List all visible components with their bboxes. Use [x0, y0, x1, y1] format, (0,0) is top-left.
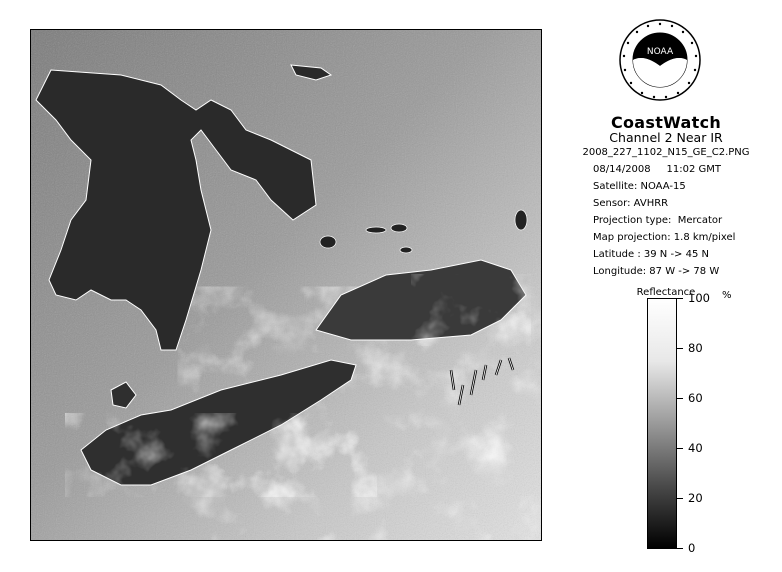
- tick-label-60: 60: [688, 391, 703, 405]
- latitude-label: Latitude : 39 N -> 45 N: [593, 249, 709, 260]
- sensor-label: Sensor: AVHRR: [593, 198, 669, 209]
- satellite-map: [30, 29, 542, 541]
- tick-label-20: 20: [688, 491, 703, 505]
- legend-title: Reflectance: [636, 287, 696, 298]
- tick-label-100: 100: [688, 291, 710, 305]
- longitude-label: Longitude: 87 W -> 78 W: [593, 266, 720, 277]
- brand-title: CoastWatch: [610, 113, 722, 132]
- map-projection-label: Map projection: 1.8 km/pixel: [593, 232, 736, 243]
- tick-mark: [677, 448, 683, 449]
- projection-type-label: Projection type: Mercator: [593, 215, 723, 226]
- noaa-logo: [618, 16, 702, 108]
- tick-mark: [677, 398, 683, 399]
- tick-label-40: 40: [688, 441, 703, 455]
- filename-label: 2008_227_1102_N15_GE_C2.PNG: [582, 147, 750, 158]
- datetime-label: 08/14/2008 11:02 GMT: [593, 164, 722, 175]
- reflectance-colorbar: [647, 298, 677, 549]
- satellite-label: Satellite: NOAA-15: [593, 181, 686, 192]
- tick-mark: [677, 548, 683, 549]
- tick-mark: [677, 348, 683, 349]
- tick-mark: [677, 298, 683, 299]
- tick-label-80: 80: [688, 341, 703, 355]
- tick-label-0: 0: [688, 541, 696, 555]
- tick-mark: [677, 498, 683, 499]
- svg-text:NOAA: NOAA: [646, 47, 674, 57]
- channel-label: Channel 2 Near IR: [609, 130, 723, 145]
- legend-unit: %: [722, 290, 732, 301]
